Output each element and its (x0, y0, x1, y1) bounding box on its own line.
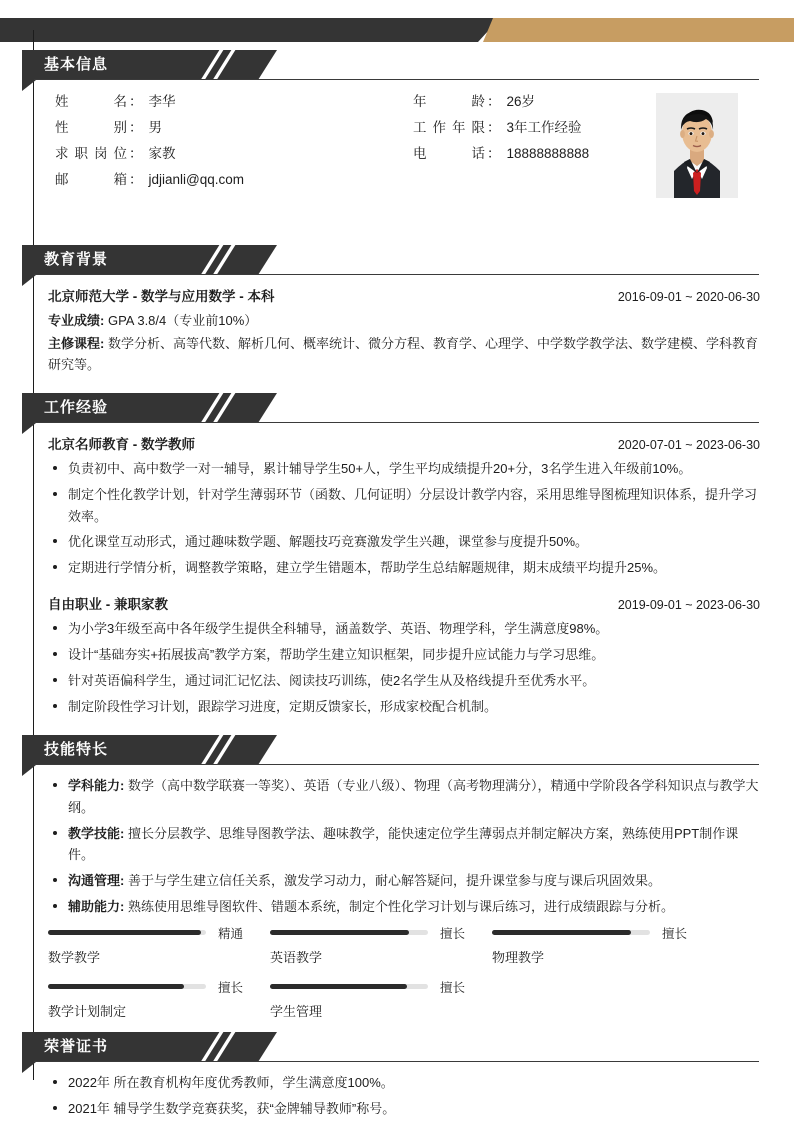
skill-bar-row (48, 926, 270, 940)
skill-label: 沟通管理: (68, 873, 125, 889)
skill-bar-item (270, 926, 492, 966)
skills-body (48, 765, 760, 1034)
skill-bar-level: 擅长 (440, 980, 466, 995)
list-item: 设计“基础夯实+拓展拔高”教学方案，帮助学生建立知识框架，同步提升应试能力与学习思维。 (48, 644, 760, 666)
skill-bar-name: 数学教学 (48, 949, 101, 965)
field-value: 18888888888 (506, 146, 590, 161)
section-header-honors (22, 1032, 277, 1062)
education-detail-gpa (48, 310, 760, 331)
avatar (656, 93, 738, 198)
list-item: 2021年 辅导学生数学竞赛获奖，获“金牌辅导教师”称号。 (48, 1098, 760, 1120)
portrait-photo-icon (656, 93, 738, 198)
skill-bar-level: 擅长 (218, 980, 244, 995)
education-body (48, 275, 760, 375)
basic-info-left-column (55, 90, 244, 194)
skill-bar-name: 学生管理 (270, 1003, 323, 1019)
section-skills (0, 735, 794, 1034)
education-entry-header (48, 285, 760, 305)
basic-info-grid (48, 90, 760, 205)
field-label: 年龄 (413, 94, 485, 109)
field-label: 姓名 (55, 94, 127, 109)
section-basic-info (0, 50, 794, 205)
skill-bar-fill (270, 930, 409, 935)
list-item: 针对英语偏科学生，通过词汇记忆法、阅读技巧训练，使2名学生从及格线提升至优秀水平。 (48, 670, 760, 692)
skill-bar-level: 擅长 (440, 926, 466, 941)
section-work-experience (0, 393, 794, 721)
section-title: 技能特长 (44, 741, 109, 758)
top-banner (0, 18, 794, 42)
skill-label: 辅助能力: (68, 899, 125, 915)
skill-bar-fill (48, 930, 201, 935)
work-entry-header (48, 593, 760, 613)
banner-gold-bar (483, 18, 794, 42)
section-header-work (22, 393, 277, 423)
education-title: 北京师范大学 - 数学与应用数学 - 本科 (48, 289, 275, 304)
skill-bar-fill (270, 984, 407, 989)
field-target-position (55, 142, 244, 168)
field-label: 邮箱 (55, 172, 127, 187)
field-value: 26岁 (506, 94, 536, 109)
section-education (0, 245, 794, 377)
skill-bar-item (48, 926, 270, 966)
education-date: 2016-09-01 ~ 2020-06-30 (617, 290, 760, 304)
honors-body (48, 1062, 760, 1120)
basic-info-body (48, 80, 760, 205)
field-value: 男 (148, 120, 162, 135)
ribbon-notch (22, 1062, 36, 1073)
work-entry-header (48, 433, 760, 453)
skill-bar-level: 擅长 (662, 926, 688, 941)
field-colon: ： (487, 120, 501, 135)
field-value: 家教 (148, 146, 176, 161)
skill-bar-level: 精通 (218, 926, 244, 941)
skill-bar-track (48, 984, 206, 989)
list-item: 制定阶段性学习计划，跟踪学习进度，定期反馈家长，形成家校配合机制。 (48, 696, 760, 718)
skill-label: 学科能力: (68, 778, 125, 793)
section-header-education (22, 245, 277, 275)
work-bullet-list (48, 618, 760, 717)
skill-bar-item (48, 980, 270, 1020)
field-years-of-experience (413, 116, 589, 142)
list-item: 负责初中、高中数学一对一辅导，累计辅导学生50+人，学生平均成绩提升20+分，3名学生进入年级前10%。 (48, 458, 760, 480)
ribbon-notch (22, 423, 36, 434)
field-colon: ： (487, 146, 501, 161)
education-detail-courses (48, 333, 760, 375)
skill-bar-row (270, 926, 492, 940)
section-header-skills (22, 735, 277, 765)
field-colon: ： (129, 94, 143, 109)
field-gender (55, 116, 244, 142)
skill-text: 擅长分层教学、思维导图教学法、趣味教学，能快速定位学生薄弱点并制定解决方案，熟练使用PPT制作课件。 (68, 825, 739, 863)
skill-bar-track (492, 930, 650, 935)
skills-bullet-list (48, 775, 760, 918)
skill-label: 教学技能: (68, 825, 125, 841)
field-value: 李华 (148, 94, 176, 109)
detail-text: 数学分析、高等代数、解析几何、概率统计、微分方程、教育学、心理学、中学数学教学法、数学建模、学科教育研究等。 (48, 336, 758, 373)
list-item (48, 775, 760, 819)
list-item: 为小学3年级至高中各年级学生提供全科辅导，涵盖数学、英语、物理学科，学生满意度98%。 (48, 618, 760, 640)
skill-text: 数学（高中数学联赛一等奖）、英语（专业八级）、物理（高考物理满分），精通中学阶段各学科知识点与教学大纲。 (68, 778, 759, 815)
field-age (413, 90, 589, 116)
skill-text: 善于与学生建立信任关系，激发学习动力，耐心解答疑问，提升课堂参与度与课后巩固效果。 (124, 873, 661, 889)
detail-label: 专业成绩: (48, 313, 105, 328)
skill-bar-fill (492, 930, 631, 935)
list-item: 优化课堂互动形式，通过趣味数学题、解题技巧竞赛激发学生兴趣，课堂参与度提升50%。 (48, 531, 760, 553)
section-header-basic-info (22, 50, 277, 80)
field-colon: ： (129, 172, 143, 187)
banner-dark-bar (0, 18, 500, 42)
ribbon-notch (22, 80, 36, 91)
section-title: 教育背景 (44, 251, 109, 268)
field-name (55, 90, 244, 116)
work-bullet-list (48, 458, 760, 579)
skill-text: 熟练使用思维导图软件、错题本系统，制定个性化学习计划与课后练习，进行成绩跟踪与分析。 (124, 899, 674, 915)
list-item: 制定个性化教学计划，针对学生薄弱环节（函数、几何证明）分层设计教学内容，采用思维导图梳理知识体系，提升学习效率。 (48, 484, 760, 528)
work-date: 2019-09-01 ~ 2023-06-30 (617, 598, 760, 613)
skill-bar-row (492, 926, 714, 940)
ribbon-notch (22, 765, 36, 776)
work-entry (48, 593, 760, 717)
list-item (48, 896, 760, 918)
work-body (48, 423, 760, 717)
work-title: 北京名师教育 - 数学教师 (48, 437, 195, 452)
skill-bar-row (270, 980, 492, 994)
skill-bar-name: 教学计划制定 (48, 1003, 127, 1019)
skill-bar-name: 英语教学 (270, 949, 323, 965)
work-entry (48, 433, 760, 579)
field-phone (413, 142, 589, 168)
work-date: 2020-07-01 ~ 2023-06-30 (617, 438, 760, 452)
list-item: 2022年 所在教育机构年度优秀教师，学生满意度100%。 (48, 1072, 760, 1094)
basic-info-right-column (413, 90, 589, 168)
field-label: 工作年限 (413, 120, 485, 135)
field-value: 3年工作经验 (506, 120, 582, 135)
list-item (48, 823, 760, 867)
skill-bar-track (270, 930, 428, 935)
field-colon: ： (129, 120, 143, 135)
skill-bar-item (270, 980, 492, 1020)
skill-bar-fill (48, 984, 184, 989)
detail-text: GPA 3.8/4（专业前10%） (104, 313, 258, 328)
skill-bar-track (48, 930, 206, 935)
skill-bar-item (492, 926, 714, 966)
skill-bar-track (270, 984, 428, 989)
field-label: 求职岗位 (55, 146, 127, 161)
section-honors (0, 1032, 794, 1123)
field-label: 性别 (55, 120, 127, 135)
field-email (55, 168, 244, 194)
field-colon: ： (487, 94, 501, 109)
field-colon: ： (129, 146, 143, 161)
list-item (48, 870, 760, 892)
section-title: 基本信息 (44, 56, 109, 73)
work-title: 自由职业 - 兼职家教 (48, 597, 168, 613)
field-value: jdjianli@qq.com (148, 172, 244, 187)
honors-bullet-list (48, 1072, 760, 1120)
skill-bar-row (48, 980, 270, 994)
detail-label: 主修课程: (48, 336, 105, 352)
list-item: 定期进行学情分析，调整教学策略，建立学生错题本，帮助学生总结解题规律，期末成绩平均提升25%。 (48, 557, 760, 579)
ribbon-notch (22, 275, 36, 286)
section-title: 工作经验 (44, 399, 109, 416)
skill-bar-name: 物理教学 (492, 949, 545, 965)
skill-bar-group (48, 926, 760, 1034)
section-title: 荣誉证书 (44, 1038, 109, 1055)
field-label: 电话 (413, 146, 485, 161)
education-entry (48, 285, 760, 375)
